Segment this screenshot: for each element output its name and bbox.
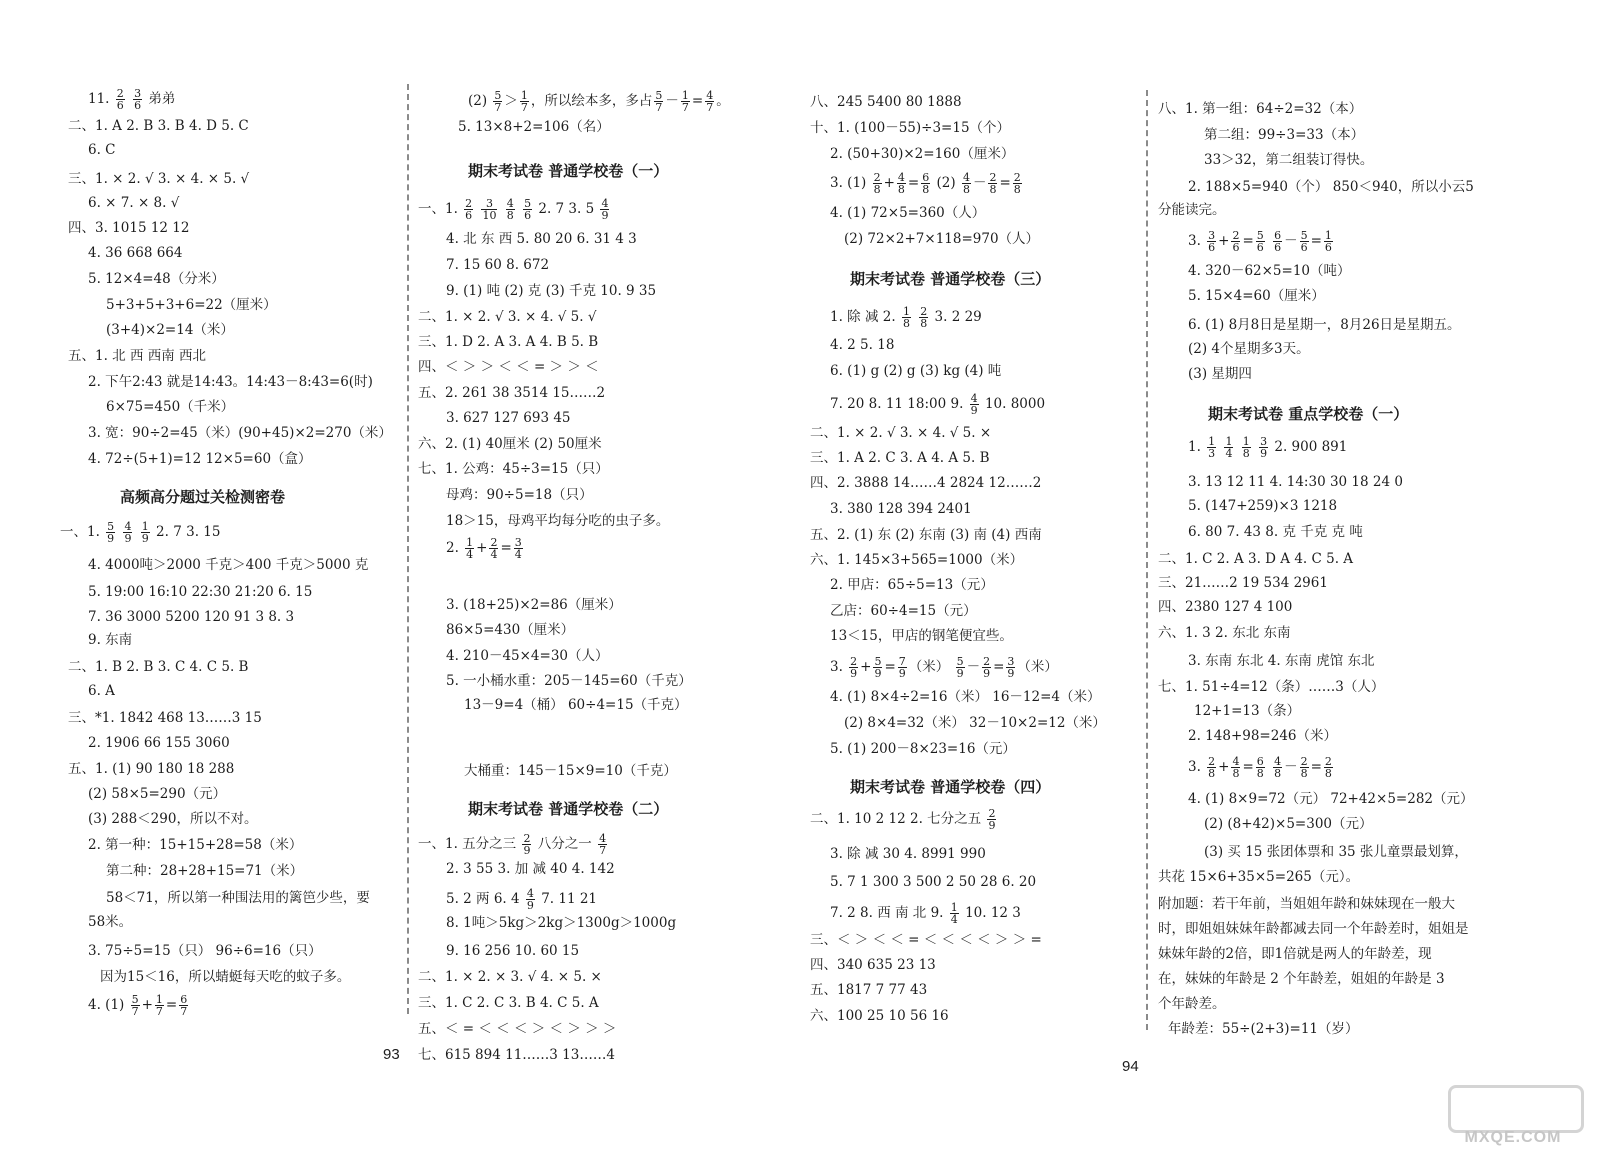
watermark-logo-icon [1448, 1085, 1584, 1133]
answer-line: 6. (1) g (2) g (3) kg (4) 吨 [830, 363, 1002, 379]
answer-line: 二、1. B 2. B 3. C 4. C 5. B [68, 659, 249, 675]
answer-line: 4. 2 5. 18 [830, 337, 895, 353]
fraction: $\frac{6}{7}$ [180, 993, 188, 1018]
fraction: $\frac{2}{8}$ [1013, 171, 1021, 196]
answer-line: 2. 第一种：15+15+28=58（米） [88, 837, 303, 853]
answer-line: 7. 15 60 8. 672 [446, 257, 550, 273]
answer-line: 86×5=430（厘米） [446, 622, 575, 638]
answer-line: 6. C [88, 142, 116, 158]
fraction: $\frac{2}{6}$ [116, 87, 124, 112]
answer-line: 3. 宽：90÷2=45（米）(90+45)×2=270（米） [88, 425, 392, 441]
answer-line: 五、＜ = ＜ ＜ ＜ ＞ ＜ ＞ ＞ ＞ [418, 1021, 617, 1037]
answer-line: 1. 除 减 2. $\frac{1}{8}$ $\frac{2}{8}$ 3. 2 29 [830, 305, 982, 330]
section-title: 期末考试卷 普通学校卷（三） [850, 270, 1051, 288]
fraction: $\frac{6}{8}$ [922, 171, 930, 196]
fraction: $\frac{2}{8}$ [873, 171, 881, 196]
answer-line: 13＜15，甲店的钢笔便宜些。 [830, 628, 1013, 644]
answer-line: 七、615 894 11……3 13……4 [418, 1047, 615, 1063]
fraction: $\frac{4}{9}$ [526, 887, 534, 912]
fraction: $\frac{1}{8}$ [902, 305, 910, 330]
fraction: $\frac{5}{6}$ [1256, 229, 1264, 254]
fraction: $\frac{1}{7}$ [155, 993, 163, 1018]
answer-line: 大桶重：145－15×9=10（千克） [464, 763, 677, 779]
answer-line: 三、1. C 2. C 3. B 4. C 5. A [418, 995, 599, 1011]
fraction: $\frac{2}{6}$ [465, 197, 473, 222]
answer-line: (3) 星期四 [1188, 366, 1252, 382]
page-number-left: 93 [383, 1046, 400, 1063]
fraction: $\frac{6}{6}$ [1274, 229, 1282, 254]
fraction: $\frac{6}{8}$ [1256, 755, 1264, 780]
answer-line: 4. (1) 8×4÷2=16（米） 16－12=4（米） [830, 689, 1101, 705]
fraction: $\frac{5}{9}$ [874, 655, 882, 680]
answer-line: 乙店：60÷4=15（元） [830, 603, 977, 619]
fraction: $\frac{2}{8}$ [1324, 755, 1332, 780]
answer-line: 母鸡：90÷5=18（只） [446, 487, 593, 503]
fraction: $\frac{3}{9}$ [1260, 435, 1268, 460]
answer-line: 附加题：若干年前，当姐姐年龄和妹妹现在一般大 [1158, 896, 1455, 912]
fraction: $\frac{3}{6}$ [1208, 229, 1216, 254]
fraction: $\frac{5}{7}$ [494, 89, 502, 114]
answer-line: 58米。 [88, 914, 133, 930]
answer-line: 3. 东南 东北 4. 东南 虎馆 东北 [1188, 653, 1375, 669]
answer-line: (2) $\frac{5}{7}$ ＞ $\frac{1}{7}$ ，所以绘本多，多占 $\frac{5}{7}$ － $\frac{1}{7}$ = $\frac{4}{7}$ 。 [468, 89, 730, 114]
answer-line: 5+3+5+3+6=22（厘米） [106, 297, 277, 313]
answer-line: (2) 4个星期多3天。 [1188, 341, 1310, 357]
answer-line: 二、1. × 2. √ 3. × 4. √ 5. × [810, 425, 992, 441]
answer-line: 三、1. × 2. √ 3. × 4. × 5. √ [68, 171, 250, 187]
answer-line: 四、2380 127 4 100 [1158, 599, 1293, 615]
answer-line: 3. (1) $\frac{2}{8}$ + $\frac{4}{8}$ = $\frac{6}{8}$ (2) $\frac{4}{8}$ － $\frac{2}{8}$ = $\frac{2}{8}$ [830, 171, 1021, 196]
answer-line: 3. 380 128 394 2401 [830, 501, 972, 517]
answer-line: 3. 75÷5=15（只） 96÷6=16（只） [88, 943, 322, 959]
answer-line: 2. 188×5=940（个） 850＜940，所以小云5 [1188, 179, 1474, 195]
fraction: $\frac{1}{6}$ [1324, 229, 1332, 254]
answer-line: 13－9=4（桶） 60÷4=15（千克） [464, 697, 688, 713]
answer-line: 三、*1. 1842 468 13……3 15 [68, 710, 262, 726]
answer-line: 6×75=450（千米） [106, 399, 235, 415]
answer-line: 八、1. 第一组：64÷2=32（本） [1158, 101, 1363, 117]
answer-line: 三、＜ ＞ ＜ ＜ = ＜ ＜ ＜ ＜ ＞ ＞ = [810, 932, 1042, 948]
fraction: $\frac{2}{8}$ [989, 171, 997, 196]
fraction: $\frac{5}{9}$ [107, 520, 115, 545]
answer-line: 一、1. $\frac{2}{6}$ $\frac{3}{10}$ $\frac{4}{8}$ $\frac{5}{6}$ 2. 7 3. 5 $\frac{4}{9}$ [418, 197, 609, 222]
answer-line: 2. 甲店：65÷5=13（元） [830, 577, 994, 593]
answer-line: 2. (50+30)×2=160（厘米） [830, 146, 1015, 162]
answer-line: 5. 一小桶水重：205－145=60（千克） [446, 673, 692, 689]
answer-line: 三、1. A 2. C 3. A 4. A 5. B [810, 450, 990, 466]
fraction: $\frac{1}{8}$ [1242, 435, 1250, 460]
answer-line: 六、100 25 10 56 16 [810, 1008, 949, 1024]
answer-line: 第二组：99÷3=33（本） [1204, 127, 1365, 143]
answer-line: 1. $\frac{1}{3}$ $\frac{1}{4}$ $\frac{1}{8}$ $\frac{3}{9}$ 2. 900 891 [1188, 435, 1348, 460]
fraction: $\frac{4}{9}$ [601, 197, 609, 222]
answer-line: 4. 72÷(5+1)=12 12×5=60（盒） [88, 451, 312, 467]
answer-line: 5. 7 1 300 3 500 2 50 28 6. 20 [830, 874, 1037, 890]
answer-line: 五、1. 北 西 西南 西北 [68, 348, 207, 364]
answer-line: 3. (18+25)×2=86（厘米） [446, 597, 622, 613]
answer-line: 3. $\frac{2}{9}$ + $\frac{5}{9}$ = $\frac{7}{9}$ （米） $\frac{5}{9}$ － $\frac{2}{9}$ = $\frac{3}{9}$ （米） [830, 655, 1058, 680]
answer-line: 分能读完。 [1158, 202, 1226, 218]
fraction: $\frac{1}{4}$ [950, 901, 958, 926]
answer-line: 58＜71，所以第一种围法用的篱笆少些，要 [106, 890, 370, 906]
answer-line: (3) 288＜290，所以不对。 [88, 811, 258, 827]
answer-line: 个年龄差。 [1158, 996, 1226, 1012]
answer-line: 5. 2 两 6. 4 $\frac{4}{9}$ 7. 11 21 [446, 887, 598, 912]
answer-line: 8. 1吨＞5kg＞2kg＞1300g＞1000g [446, 915, 677, 931]
answer-line: 四、＜ ＞ ＞ ＜ ＜ = ＞ ＞ ＜ [418, 359, 599, 375]
answer-line: 三、1. D 2. A 3. A 4. B 5. B [418, 334, 599, 350]
answer-line: 6. × 7. × 8. √ [88, 195, 180, 211]
answer-line: 2. 下午2:43 就是14:43。14:43－8:43=6(时) [88, 374, 373, 390]
fraction: $\frac{4}{8}$ [1274, 755, 1282, 780]
answer-line: 5. 19:00 16:10 22:30 21:20 6. 15 [88, 584, 313, 600]
fraction: $\frac{3}{4}$ [514, 536, 522, 561]
fraction: $\frac{2}{4}$ [490, 536, 498, 561]
fraction: $\frac{2}{9}$ [850, 655, 858, 680]
answer-line: 4. (1) 72×5=360（人） [830, 205, 986, 221]
answer-line: 11. $\frac{2}{6}$ $\frac{3}{6}$ 弟弟 [88, 87, 176, 112]
answer-line: 5. 12×4=48（分米） [88, 271, 225, 287]
fraction: $\frac{3}{9}$ [1007, 655, 1015, 680]
section-title: 期末考试卷 普通学校卷（四） [850, 778, 1051, 796]
answer-line: 33＞32，第二组装订得快。 [1204, 152, 1374, 168]
section-title: 高频高分题过关检测密卷 [120, 488, 286, 506]
answer-line: 妹妹年龄的2倍，即1倍就是两人的年龄差，现 [1158, 946, 1432, 962]
section-title: 期末考试卷 重点学校卷（一） [1208, 405, 1409, 423]
answer-line: 五、1. (1) 90 180 18 288 [68, 761, 235, 777]
section-title: 期末考试卷 普通学校卷（二） [468, 800, 669, 818]
answer-line: 4. 36 668 664 [88, 245, 183, 261]
answer-line: 7. 20 8. 11 18:00 9. $\frac{4}{9}$ 10. 8000 [830, 392, 1046, 417]
answer-line: 12+1=13（条） [1194, 703, 1301, 719]
answer-line: 9. 16 256 10. 60 15 [446, 943, 580, 959]
answer-line: 4. 北 东 西 5. 80 20 6. 31 4 3 [446, 231, 637, 247]
answer-line: 年龄差：55÷(2+3)=11（岁） [1168, 1021, 1359, 1037]
page-number-right: 94 [1122, 1058, 1139, 1075]
answer-line: 五、2. (1) 东 (2) 东南 (3) 南 (4) 西南 [810, 527, 1042, 543]
answer-line: 4. (1) $\frac{5}{7}$ + $\frac{1}{7}$ = $\frac{6}{7}$ [88, 993, 188, 1018]
answer-line: 四、2. 3888 14……4 2824 12……2 [810, 475, 1042, 491]
answer-line: 6. 80 7. 43 8. 克 千克 克 吨 [1188, 524, 1363, 540]
fraction: $\frac{2}{9}$ [983, 655, 991, 680]
answer-line: 5. 13×8+2=106（名） [458, 119, 610, 135]
fraction: $\frac{3}{10}$ [482, 197, 497, 222]
answer-line: 2. $\frac{1}{4}$ + $\frac{2}{4}$ = $\frac{3}{4}$ [446, 536, 522, 561]
answer-line: 在，妹妹的年龄是 2 个年龄差，姐姐的年龄是 3 [1158, 971, 1445, 987]
fraction: $\frac{4}{9}$ [970, 392, 978, 417]
fraction: $\frac{1}{3}$ [1208, 435, 1216, 460]
fraction: $\frac{1}{4}$ [466, 536, 474, 561]
fraction: $\frac{1}{7}$ [681, 89, 689, 114]
answer-line: 5. (147+259)×3 1218 [1188, 498, 1338, 514]
answer-line: 4. 4000吨＞2000 千克＞400 千克＞5000 克 [88, 557, 369, 573]
answer-line: 二、1. C 2. A 3. D A 4. C 5. A [1158, 551, 1354, 567]
answer-line: (3+4)×2=14（米） [106, 322, 234, 338]
answer-line: 六、1. 3 2. 东北 东南 [1158, 625, 1291, 641]
answer-line: 六、1. 145×3+565=1000（米） [810, 552, 1024, 568]
answer-line: (2) 72×2+7×118=970（人） [844, 231, 1040, 247]
fraction: $\frac{3}{6}$ [134, 87, 142, 112]
answer-line: 9. (1) 吨 (2) 克 (3) 千克 10. 9 35 [446, 283, 657, 299]
answer-line: 18＞15，母鸡平均每分吃的虫子多。 [446, 513, 670, 529]
watermark-site: MXQE.COM [1464, 1129, 1562, 1146]
answer-line: 因为15＜16，所以蜻蜓每天吃的蚊子多。 [100, 969, 351, 985]
answer-line: 二、1. 10 2 12 2. 七分之五 $\frac{2}{9}$ [810, 807, 996, 832]
column-divider [407, 84, 409, 1014]
fraction: $\frac{5}{7}$ [131, 993, 139, 1018]
answer-line: 二、1. A 2. B 3. B 4. D 5. C [68, 118, 249, 134]
answer-line: 6. A [88, 683, 115, 699]
fraction: $\frac{2}{8}$ [1300, 755, 1308, 780]
answer-line: 四、340 635 23 13 [810, 957, 936, 973]
answer-line: 9. 东南 [88, 632, 133, 648]
fraction: $\frac{4}{8}$ [897, 171, 905, 196]
answer-line: 二、1. × 2. × 3. √ 4. × 5. × [418, 969, 602, 985]
answer-line: 时，即姐姐妹妹年龄都减去同一个年龄差时，姐姐是 [1158, 921, 1469, 937]
answer-line: 6. (1) 8月8日是星期一，8月26日是星期五。 [1188, 317, 1461, 333]
fraction: $\frac{4}{8}$ [506, 197, 514, 222]
answer-line: 七、1. 51÷4=12（条）……3（人） [1158, 679, 1385, 695]
answer-line: 四、3. 1015 12 12 [68, 220, 190, 236]
answer-line: 一、1. $\frac{5}{9}$ $\frac{4}{9}$ $\frac{1}{9}$ 2. 7 3. 15 [60, 520, 221, 545]
answer-line: 2. 1906 66 155 3060 [88, 735, 230, 751]
fraction: $\frac{2}{6}$ [1232, 229, 1240, 254]
answer-line: (2) (8+42)×5=300（元） [1204, 816, 1373, 832]
fraction: $\frac{2}{8}$ [920, 305, 928, 330]
answer-line: 十、1. (100－55)÷3=15（个） [810, 120, 1011, 136]
fraction: $\frac{4}{8}$ [1232, 755, 1240, 780]
fraction: $\frac{5}{6}$ [524, 197, 532, 222]
fraction: $\frac{4}{7}$ [706, 89, 714, 114]
answer-line: 4. (1) 8×9=72（元） 72+42×5=282（元） [1188, 791, 1474, 807]
answer-line: 共花 15×6+35×5=265（元）。 [1158, 869, 1360, 885]
answer-line: 二、1. × 2. √ 3. × 4. √ 5. √ [418, 309, 597, 325]
column-divider [1146, 90, 1148, 1030]
answer-line: 七、1. 公鸡：45÷3=15（只） [418, 461, 609, 477]
answer-line: 4. 320－62×5=10（吨） [1188, 263, 1351, 279]
fraction: $\frac{7}{9}$ [898, 655, 906, 680]
answer-line: 一、1. 五分之三 $\frac{2}{9}$ 八分之一 $\frac{4}{7}$ [418, 832, 607, 857]
fraction: $\frac{5}{6}$ [1300, 229, 1308, 254]
answer-line: 3. 627 127 693 45 [446, 410, 571, 426]
answer-line: (2) 8×4=32（米） 32－10×2=12（米） [844, 715, 1106, 731]
answer-line: 三、21……2 19 534 2961 [1158, 575, 1328, 591]
fraction: $\frac{1}{9}$ [141, 520, 149, 545]
answer-line: 八、245 5400 80 1888 [810, 94, 962, 110]
answer-line: 2. 148+98=246（米） [1188, 728, 1338, 744]
answer-line: 2. 3 55 3. 加 减 40 4. 142 [446, 861, 615, 877]
answer-line: 五、2. 261 38 3514 15……2 [418, 385, 606, 401]
answer-line: 3. 13 12 11 4. 14:30 30 18 24 0 [1188, 474, 1403, 490]
fraction: $\frac{4}{9}$ [124, 520, 132, 545]
fraction: $\frac{4}{7}$ [599, 832, 607, 857]
fraction: $\frac{5}{7}$ [655, 89, 663, 114]
answer-line: 五、1817 7 77 43 [810, 982, 928, 998]
section-title: 期末考试卷 普通学校卷（一） [468, 162, 669, 180]
fraction: $\frac{1}{7}$ [520, 89, 528, 114]
answer-line: 3. $\frac{2}{8}$ + $\frac{4}{8}$ = $\frac{6}{8}$ $\frac{4}{8}$ － $\frac{2}{8}$ = $\frac{2}{8}$ [1188, 755, 1332, 780]
fraction: $\frac{5}{9}$ [956, 655, 964, 680]
answer-line: 7. 2 8. 西 南 北 9. $\frac{1}{4}$ 10. 12 3 [830, 901, 1021, 926]
answer-line: 3. 除 减 30 4. 8991 990 [830, 846, 986, 862]
fraction: $\frac{4}{8}$ [962, 171, 970, 196]
watermark [1438, 1085, 1588, 1147]
answer-line: 六、2. (1) 40厘米 (2) 50厘米 [418, 436, 602, 452]
answer-line: (3) 买 15 张团体票和 35 张儿童票最划算， [1204, 844, 1468, 860]
answer-line: 7. 36 3000 5200 120 91 3 8. 3 [88, 609, 295, 625]
answer-line: 4. 210－45×4=30（人） [446, 648, 609, 664]
answer-line: 3. $\frac{3}{6}$ + $\frac{2}{6}$ = $\frac{5}{6}$ $\frac{6}{6}$ － $\frac{5}{6}$ = $\frac{1}{6}$ [1188, 229, 1332, 254]
answer-line: (2) 58×5=290（元） [88, 786, 227, 802]
answer-line: 5. 15×4=60（厘米） [1188, 288, 1325, 304]
answer-line: 第二种：28+28+15=71（米） [106, 863, 304, 879]
answer-line: 5. (1) 200－8×23=16（元） [830, 741, 1016, 757]
fraction: $\frac{2}{8}$ [1208, 755, 1216, 780]
fraction: $\frac{1}{4}$ [1225, 435, 1233, 460]
fraction: $\frac{2}{9}$ [988, 807, 996, 832]
fraction: $\frac{2}{9}$ [523, 832, 531, 857]
